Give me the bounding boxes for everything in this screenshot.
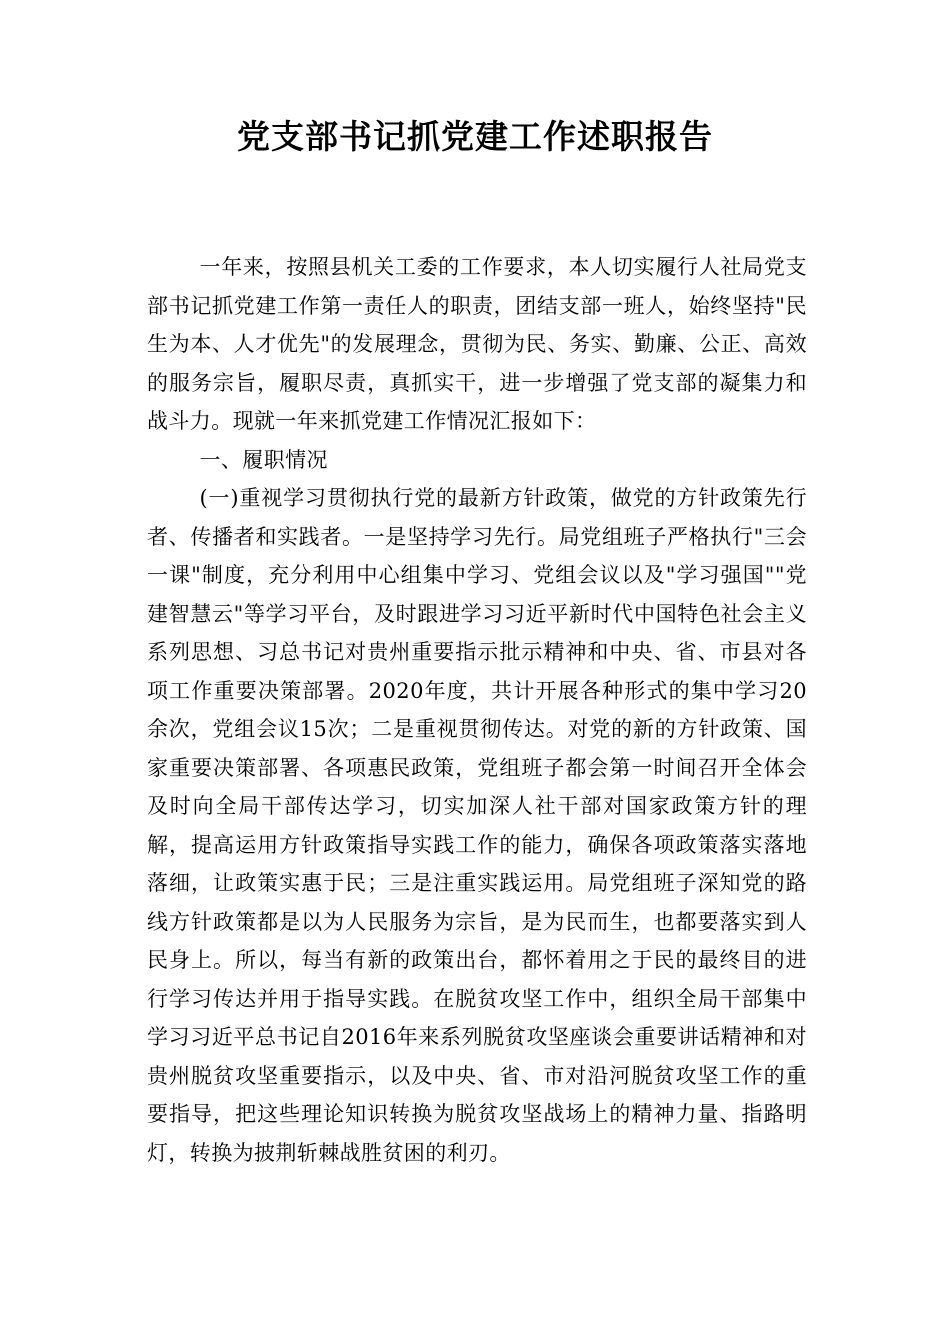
document-body <box>147 248 807 1172</box>
intro-paragraph: 一年来，按照县机关工委的工作要求，本人切实履行人社局党支部书记抓党建工作第一责任人的职责，团结支部一班人，始终坚持"民生为本、人才优先"的发展理念，贯彻为民、务实、勤廉、公正、高效的服务宗旨，履职尽责，真抓实干，进一步增强了党支部的凝集力和战斗力。现就一年来抓党建工作情况汇报如下： <box>147 255 807 433</box>
document-title: 党支部书记抓党建工作述职报告 <box>237 117 713 156</box>
section-heading: 一、履职情况 <box>199 447 328 472</box>
section-paragraph: (一)重视学习贯彻执行党的最新方针政策，做党的方针政策先行者、传播者和实践者。一是坚持学习先行。局党组班子严格执行"三会一课"制度，充分利用中心组集中学习、党组会议以及"学习强国""党建智慧云"等学习平台，及时跟进学习习近平新时代中国特色社会主义系列思想、习总书记对贵州重要指示批示精神和中央、省、市县对各项工作重要决策部署。2020年度，共计开展各种形式的集中学习20余次，党组会议15次；二是重视贯彻传达。对党的新的方针政策、国家重要决策部署、各项惠民政策，党组班子都会第一时间召开全体会及时向全局干部传达学习，切实加深人社干部对国家政策方针的理解，提高运用方针政策指导实践工作的能力，确保各项政策落实落地落细，让政策实惠于民；三是注重实践运用。局党组班子深知党的路线方针政策都是以为人民服务为宗旨，是为民而生，也都要落实到人民身上。所以，每当有新的政策出台，都怀着用之于民的最终目的进行学习传达并用于指导实践。在脱贫攻坚工作中，组织全局干部集中学习习近平总书记自2016年来系列脱贫攻坚座谈会重要讲话精神和对贵州脱贫攻坚重要指示，以及中央、省、市对沿河脱贫攻坚工作的重要指导，把这些理论知识转换为脱贫攻坚战场上的精神力量、指路明灯，转换为披荆斩棘战胜贫困的利刃。 <box>147 486 807 1165</box>
